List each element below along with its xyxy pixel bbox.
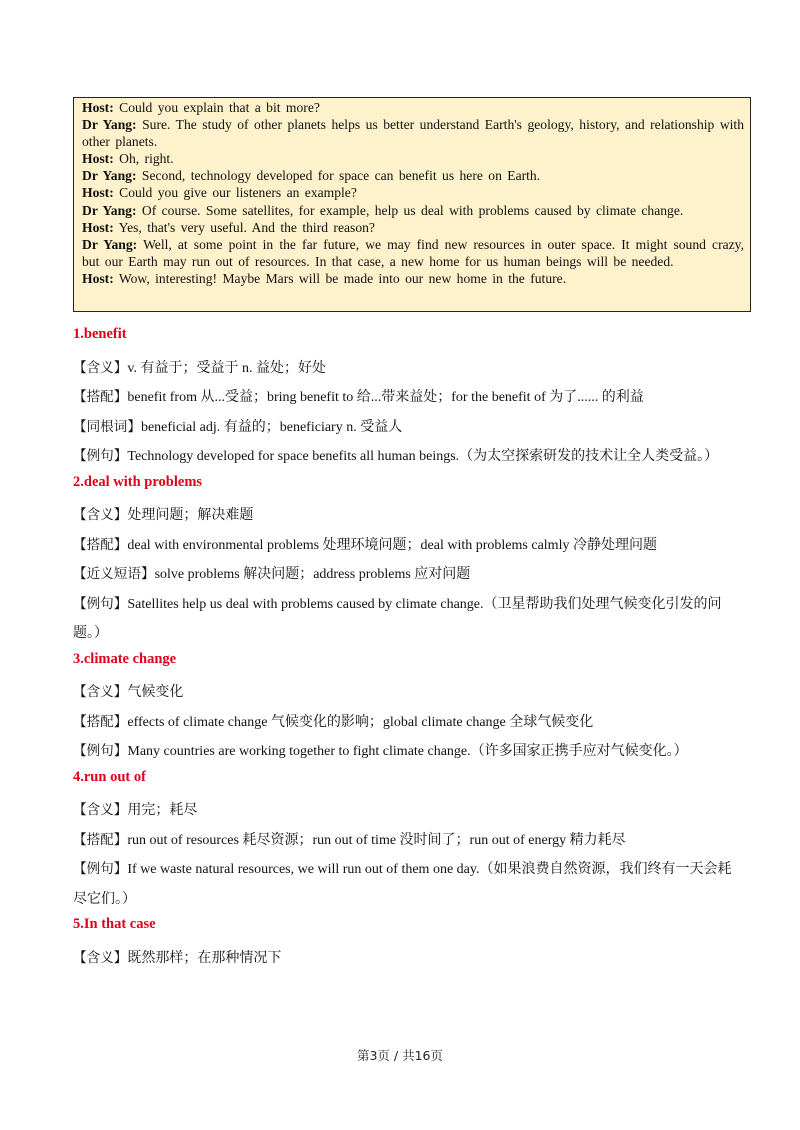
entry-line xyxy=(73,531,735,561)
entry-tag: 【同根词】 xyxy=(73,418,141,435)
entry-line xyxy=(73,678,735,708)
entry-text: 用完；耗尽 xyxy=(127,803,198,818)
dialogue-text: Second, technology developed for space can benefit us here on Earth. xyxy=(141,168,541,184)
entry-heading: 2.deal with problems xyxy=(73,473,203,490)
speaker-label: Host: xyxy=(82,270,114,286)
speaker-label: Dr Yang: xyxy=(82,117,137,133)
dialogue-line xyxy=(82,116,744,150)
entry-text: 气候变化 xyxy=(127,685,184,700)
entry-line xyxy=(73,944,735,974)
entry-text: run out of resources 耗尽资源；run out of time 没时间了；run out of energy 精力耗尽 xyxy=(127,832,626,848)
entry-heading: 4.run out of xyxy=(73,768,146,785)
entry-heading: 1.benefit xyxy=(73,326,127,342)
dialogue-line xyxy=(82,219,744,236)
entry-text: benefit from 从...受益；bring benefit to 给...带来益处；for the benefit of 为了...... 的利益 xyxy=(127,390,644,405)
dialogue-text: Could you give our listeners an example? xyxy=(119,185,357,201)
entry-tag: 【含义】 xyxy=(73,949,128,966)
entry-tag: 【例句】 xyxy=(73,595,128,612)
entry-line xyxy=(73,737,735,767)
entry-heading: 5.In that case xyxy=(73,916,156,932)
dialogue-text: Oh, right. xyxy=(119,151,174,167)
entry-text: v. 有益于；受益于 n. 益处；好处 xyxy=(127,360,326,376)
entry-tag: 【搭配】 xyxy=(73,536,128,553)
entry-text: 既然那样；在那种情况下 xyxy=(127,950,282,966)
dialogue-line xyxy=(82,167,744,184)
entry-line xyxy=(73,501,735,531)
speaker-label: Dr Yang: xyxy=(82,236,138,252)
entry-text: solve problems 解决问题；address problems 应对问题 xyxy=(154,567,471,582)
entry-tag: 【近义短语】 xyxy=(73,566,155,582)
entry-line xyxy=(73,354,735,384)
dialogue-line xyxy=(82,99,744,116)
entry-line xyxy=(73,796,735,826)
dialogue-line xyxy=(82,202,744,219)
entry-text: effects of climate change 气候变化的影响；global climate change 全球气候变化 xyxy=(127,714,594,730)
dialogue-text: Yes, that's very useful. And the third reason? xyxy=(118,219,375,235)
dialogue-text: Sure. The study of other planets helps us better understand Earth's geology, history, and relationship with other planets. xyxy=(82,117,744,150)
dialogue-line xyxy=(82,236,744,270)
entry-tag: 【搭配】 xyxy=(73,831,128,848)
entry-tag: 【含义】 xyxy=(73,684,128,700)
dialogue-text: Well, at some point in the far future, we may find new resources in outer space. It might sound crazy, but our Earth may run out of resources. In that case, a new home for us human beings will be needed. xyxy=(82,236,744,269)
entry-line xyxy=(73,442,735,472)
speaker-label: Host: xyxy=(82,185,114,201)
entry-tag: 【搭配】 xyxy=(73,389,128,405)
entry-text: If we waste natural resources, we will run out of them one day.（如果浪费自然资源，我们终有一天会耗尽它们。） xyxy=(73,862,732,907)
dialogue-line xyxy=(82,184,744,201)
entry-line xyxy=(73,413,735,443)
speaker-label: Host: xyxy=(82,100,114,115)
entry-line xyxy=(73,708,735,738)
entry-text: Many countries are working together to fight climate change.（许多国家正携手应对气候变化。） xyxy=(127,744,688,759)
entry-tag: 【例句】 xyxy=(73,861,128,877)
entry-tag: 【含义】 xyxy=(73,507,128,523)
entry-text: beneficial adj. 有益的；beneficiary n. 受益人 xyxy=(140,419,403,435)
entry-line xyxy=(73,826,735,856)
dialogue-box xyxy=(73,97,751,312)
speaker-label: Host: xyxy=(82,151,114,167)
entry-text: Technology developed for space benefits all human beings.（为太空探索研发的技术让全人类受益。） xyxy=(127,449,719,464)
speaker-label: Host: xyxy=(82,219,114,235)
entry-tag: 【含义】 xyxy=(73,802,128,818)
dialogue-line xyxy=(82,270,744,287)
entry-line xyxy=(73,560,735,590)
entry-tag: 【搭配】 xyxy=(73,713,128,730)
entry-tag: 【例句】 xyxy=(73,743,128,759)
entry-text: 处理问题；解决难题 xyxy=(127,508,254,523)
dialogue-text: Of course. Some satellites, for example, help us deal with problems caused by climate change. xyxy=(141,202,684,218)
entry-line xyxy=(73,590,735,649)
speaker-label: Dr Yang: xyxy=(82,168,137,184)
entry-heading: 3.climate change xyxy=(73,650,177,667)
entry-text: deal with environmental problems 处理环境问题；deal with problems calmly 冷静处理问题 xyxy=(127,537,657,553)
page-number: 第3页 / 共16页 xyxy=(356,1048,444,1063)
entry-line xyxy=(73,855,735,914)
entry-tag: 【含义】 xyxy=(73,359,128,376)
entry-tag: 【例句】 xyxy=(73,448,128,464)
vocabulary-notes xyxy=(73,324,735,973)
speaker-label: Dr Yang: xyxy=(82,202,137,218)
dialogue-text: Wow, interesting! Maybe Mars will be made into our new home in the future. xyxy=(118,270,567,286)
entry-text: Satellites help us deal with problems caused by climate change.（卫星帮助我们处理气候变化引发的问题。） xyxy=(73,596,722,641)
dialogue-line xyxy=(82,150,744,167)
entry-line xyxy=(73,383,735,413)
dialogue-text: Could you explain that a bit more? xyxy=(119,100,320,115)
